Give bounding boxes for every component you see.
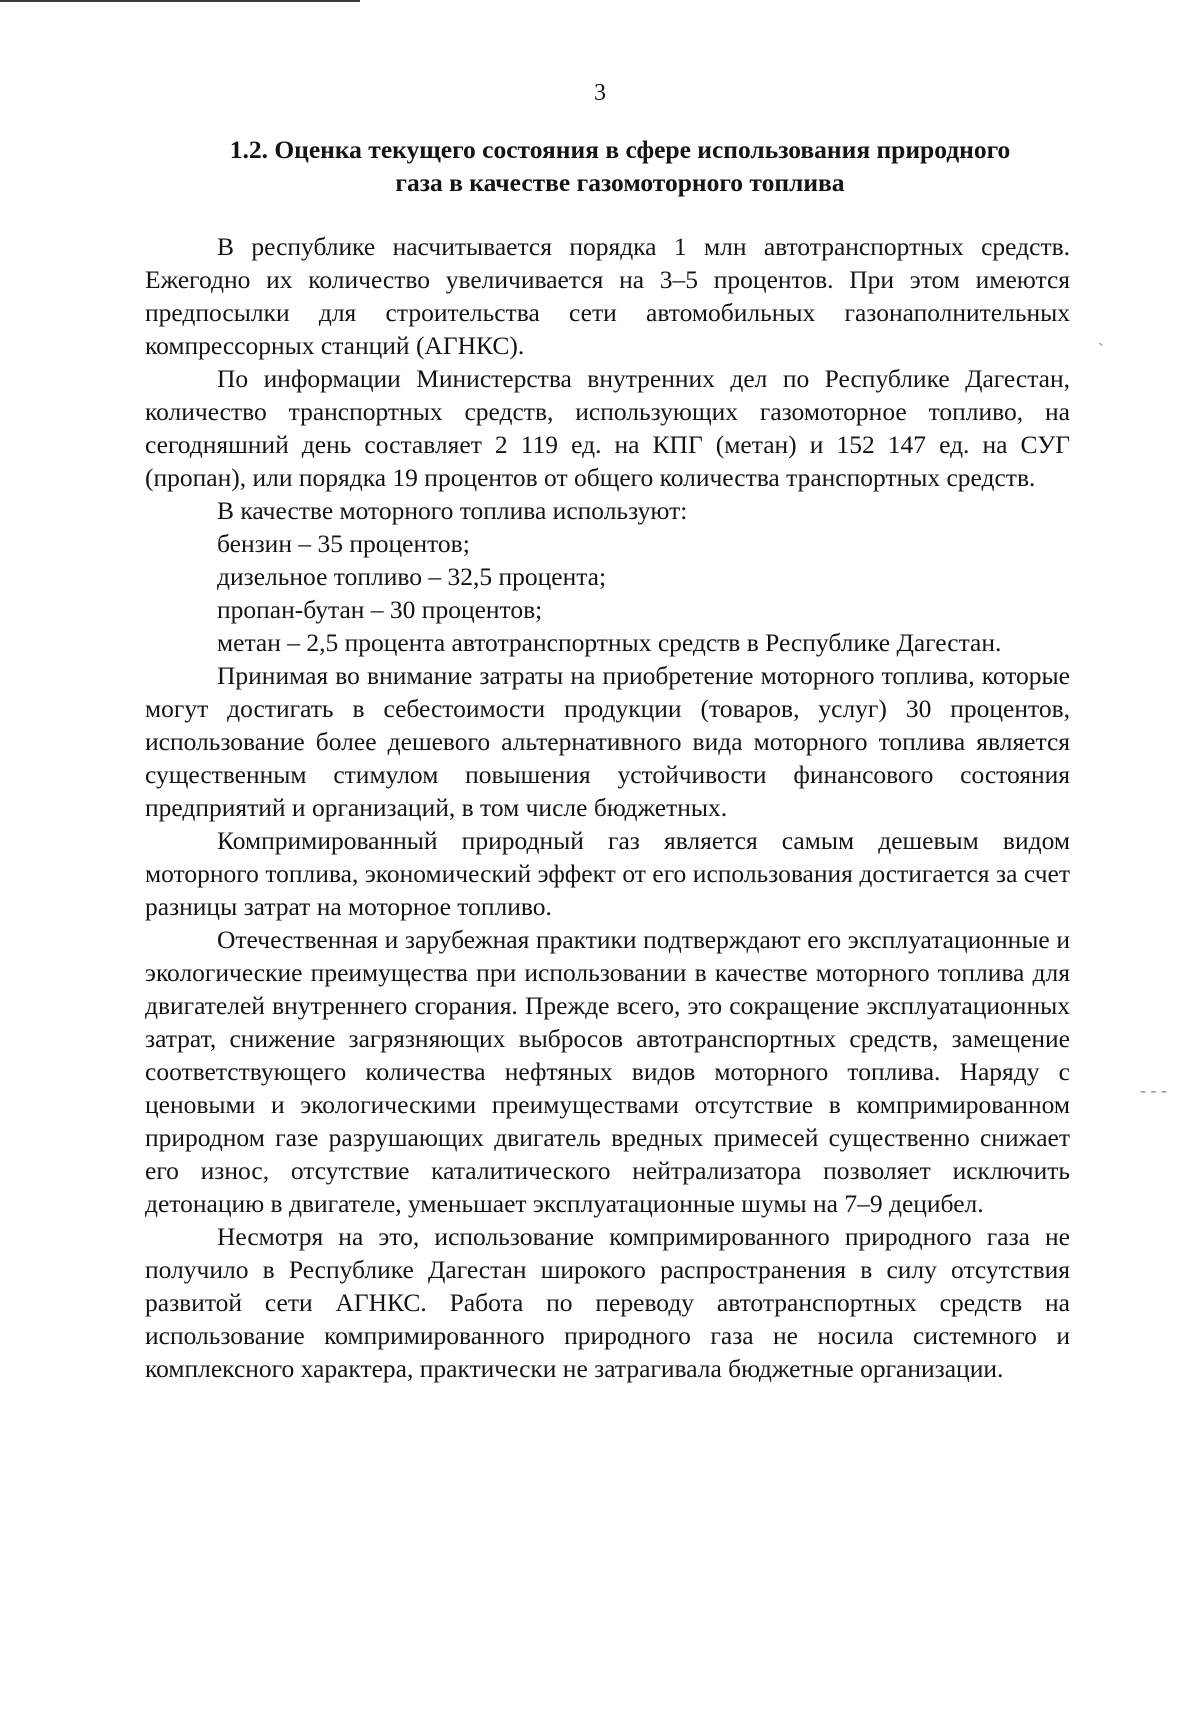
paragraph-not-widespread: Несмотря на это, использование компримированного природного газа не получило в Республике Дагестан широкого распространения в силу отсутствия развитой сети АГНКС. Работа по переводу автотранспортных средств на использование компримированного природного газа не носила системного и комплексного характера, практически не затрагивала бюджетные организации. [145, 1222, 1070, 1383]
paragraph-mvd-info: По информации Министерства внутренних дел по Республике Дагестан, количество транспортных средств, использующих газомоторное топливо, на сегодняшний день составляет 2 119 ед. на КПГ (метан) и 152 147 ед. на СУГ (пропан), или порядка 19 процентов от общего количества транспортных средств. [145, 364, 1070, 492]
body-text [145, 230, 1070, 1385]
paragraph-advantages: Отечественная и зарубежная практики подтверждают его эксплуатационные и экологические преимущества при использовании в качестве моторного топлива для двигателей внутреннего сгорания. Прежде всего, это сокращение эксплуатационных затрат, снижение загрязняющих выбросов автотранспортных средств, замещение соответствующего количества нефтяных видов моторного топлива. Наряду с ценовыми и экологическими преимуществами отсутствие в компримированном природном газе разрушающих двигатель вредных примесей существенно снижает его износ, отсутствие каталитического нейтрализатора позволяет исключить детонацию в двигателе, уменьшает эксплуатационные шумы на 7–9 децибел. [145, 925, 1070, 1218]
list-item-diesel: дизельное топливо – 32,5 процента; [217, 562, 607, 591]
section-heading-line-2: газа в качестве газомоторного топлива [395, 168, 845, 197]
list-item-petrol: бензин – 35 процентов; [217, 529, 470, 558]
scan-speck: ` [1098, 340, 1104, 360]
paragraph-vehicle-count: В республике насчитывается порядка 1 млн автотранспортных средств. Ежегодно их количество увеличивается на 3–5 процентов. При этом имеются предпосылки для строительства сети автомобильных газонаполнительных компрессорных станций (АГНКС). [145, 232, 1070, 360]
paragraph-fuel-costs: Принимая во внимание затраты на приобретение моторного топлива, которые могут достигать в себестоимости продукции (товаров, услуг) 30 процентов, использование более дешевого альтернативного вида моторного топлива является существенным стимулом повышения устойчивости финансового состояния предприятий и организаций, в том числе бюджетных. [145, 661, 1070, 822]
list-item-methane: метан – 2,5 процента автотранспортных средств в Республике Дагестан. [217, 628, 1002, 657]
page-number: 3 [594, 80, 606, 106]
paragraph-fuel-intro: В качестве моторного топлива используют: [217, 496, 688, 525]
paragraph-cng-cheapest: Компримированный природный газ является самым дешевым видом моторного топлива, экономический эффект от его использования достигается за счет разницы затрат на моторное топливо. [145, 826, 1070, 921]
scan-edge-line [0, 0, 360, 2]
section-heading [160, 133, 1080, 199]
scan-dash-marks: - - - [1140, 1080, 1167, 1100]
section-heading-line-1: 1.2. Оценка текущего состояния в сфере использования природного [229, 135, 1011, 164]
list-item-propane: пропан-бутан – 30 процентов; [217, 595, 543, 624]
